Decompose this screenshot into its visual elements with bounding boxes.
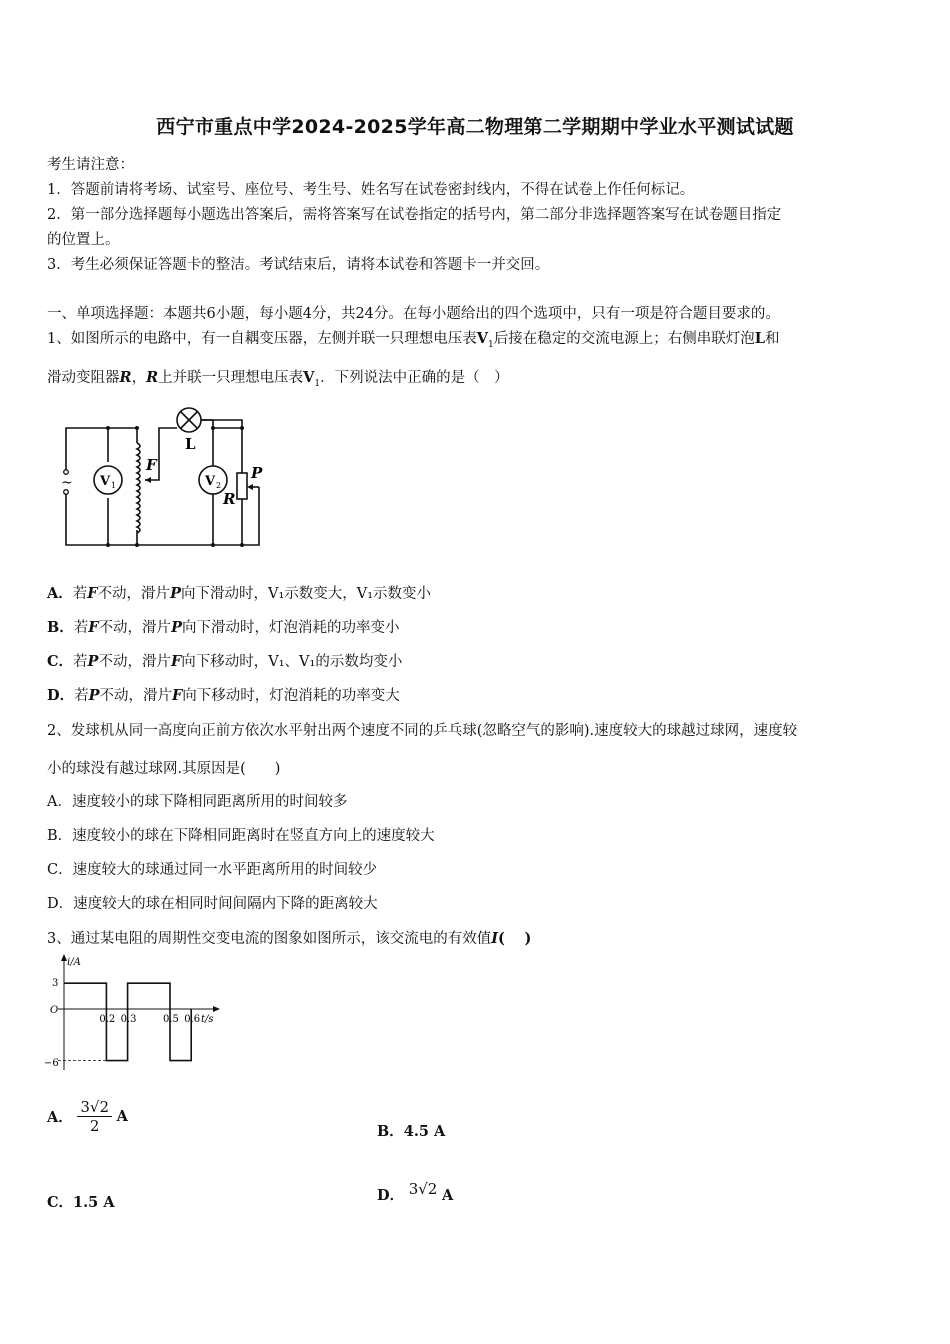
option-text: 向下移动时，V₁、V₁的示数均变小	[181, 654, 403, 670]
option-label: B．	[47, 619, 74, 636]
q1-stem-line1	[47, 327, 779, 350]
ac-source-symbol: ~	[61, 475, 73, 491]
q3-option-b	[377, 1120, 445, 1141]
option-text: 不动，滑片	[98, 654, 171, 670]
q2-option-a: A．速度较小的球下降相同距离所用的时间较多	[47, 794, 348, 810]
option-label: B．	[377, 1123, 404, 1140]
option-text: 向下滑动时，灯泡消耗的功率变小	[181, 620, 400, 636]
option-text: 若	[74, 688, 89, 704]
q1-option-c	[47, 650, 402, 671]
option-text: 4.5 A	[403, 1123, 446, 1140]
option-label: C．	[47, 653, 74, 670]
q1-v-sub: 1	[314, 378, 321, 389]
tap-F-label: F	[146, 456, 157, 474]
option-var: P	[88, 687, 100, 704]
page-title: 西宁市重点中学2024-2025学年高二物理第二学期期中学业水平测试试题	[156, 116, 794, 138]
notice-item-2-cont: 的位置上。	[47, 232, 120, 248]
q3-text: ( )	[498, 930, 532, 947]
q1-text: ．下列说法中正确的是（ ）	[320, 370, 509, 386]
notice-item-3: 3．考生必须保证答题卡的整洁。考试结束后，请将本试卷和答题卡一并交回。	[47, 257, 550, 273]
slider-P-label: P	[251, 464, 263, 482]
voltmeter-v2-label: V	[205, 474, 216, 489]
fraction-numerator: 3√2	[77, 1098, 112, 1117]
x-tick-label: 0.2	[99, 1014, 116, 1025]
option-text: 向下滑动时，V₁示数变大，V₁示数变小	[180, 586, 432, 602]
x-axis-label: t/s	[201, 1014, 214, 1025]
q3-current-graph	[40, 952, 225, 1077]
q1-v-sub: 1	[488, 339, 494, 350]
q3-text: 3、通过某电阻的周期性交变电流的图象如图所示，该交流电的有效值	[47, 931, 492, 947]
option-var: F	[87, 585, 98, 602]
q2-stem-line1: 2、发球机从同一高度向正前方依次水平射出两个速度不同的乒乓球(忽略空气的影响).速度较大的球越过球网，速度较	[47, 723, 798, 739]
origin-label: O	[50, 1005, 59, 1016]
q3-option-d	[377, 1180, 453, 1205]
option-label: A．	[47, 1109, 73, 1126]
q1-option-a	[47, 582, 431, 603]
option-label: A．	[47, 585, 73, 602]
q1-v: V	[303, 369, 315, 386]
q1-L: L	[754, 330, 765, 347]
q2-option-d: D．速度较大的球在相同时间间隔内下降的距离较大	[47, 896, 378, 912]
notice-item-1: 1．答题前请将考场、试室号、座位号、考生号、姓名写在试卷密封线内，不得在试卷上作任何标记。	[47, 182, 695, 198]
q1-text: 1、如图所示的电路中，有一自耦变压器，左侧并联一只理想电压表	[47, 331, 477, 347]
option-text: 若	[72, 586, 88, 602]
q1-option-d	[47, 684, 400, 705]
notice-item-2: 2．第一部分选择题每小题选出答案后，需将答案写在试卷指定的括号内，第二部分非选择题答案写在试卷题目指定	[47, 207, 782, 223]
option-text: 向下移动时，灯泡消耗的功率变大	[182, 688, 400, 704]
q3-I: I	[491, 930, 499, 947]
voltmeter-v2-sub: 2	[216, 481, 222, 490]
fraction	[77, 1098, 112, 1135]
q2-stem-line2: 小的球没有越过球网.其原因是( )	[47, 761, 281, 777]
q1-text: 后接在稳定的交流电源上；右侧串联灯泡	[493, 331, 755, 347]
option-value: 3√2	[408, 1180, 438, 1198]
option-var: F	[171, 687, 183, 704]
q3-stem	[47, 927, 531, 948]
resistor-R-label: R	[223, 490, 236, 508]
q1-text: 上并联一只理想电压表	[158, 370, 304, 386]
fraction-denominator: 2	[89, 1117, 100, 1135]
option-label: D．	[377, 1187, 405, 1204]
q1-option-b	[47, 616, 399, 637]
option-text: 不动，滑片	[99, 688, 172, 704]
q1-R: R	[146, 369, 159, 386]
q1-v: V	[476, 330, 488, 347]
q3-option-c	[47, 1191, 115, 1212]
q2-option-c: C．速度较大的球通过同一水平距离所用的时间较少	[47, 862, 378, 878]
q1-text: ，	[131, 370, 147, 386]
option-var: F	[88, 619, 99, 636]
option-var: P	[87, 653, 99, 670]
section-heading: 一、单项选择题：本题共6小题，每小题4分，共24分。在每小题给出的四个选项中，只有一项是符合题目要求的。	[47, 306, 780, 322]
y-axis-label: i/A	[67, 957, 81, 968]
option-text: 不动，滑片	[98, 620, 172, 636]
option-unit: A	[441, 1187, 454, 1204]
option-label: D．	[47, 687, 75, 704]
option-unit: A	[116, 1108, 128, 1125]
lamp-L-label: L	[185, 435, 196, 453]
q1-text: 和	[764, 331, 780, 347]
q1-text: 滑动变阻器	[47, 370, 120, 386]
y-tick-label: −6	[44, 1058, 59, 1069]
option-text: 不动，滑片	[97, 586, 171, 602]
option-text: 若	[73, 654, 88, 670]
option-var: P	[170, 585, 181, 602]
q1-R: R	[119, 369, 132, 386]
x-tick-label: 0.3	[120, 1014, 137, 1025]
q1-circuit-diagram	[55, 400, 275, 555]
voltmeter-v1-label: V	[100, 474, 111, 489]
option-var: P	[171, 619, 182, 636]
option-var: F	[170, 653, 182, 670]
option-text: 若	[73, 620, 89, 636]
y-tick-label: 3	[52, 978, 59, 989]
x-tick-label: 0.6	[184, 1014, 201, 1025]
notice-heading: 考生请注意：	[47, 157, 134, 173]
q2-option-b: B．速度较小的球在下降相同距离时在竖直方向上的速度较大	[47, 828, 435, 844]
option-label: C．	[47, 1194, 74, 1211]
q3-option-a	[47, 1098, 128, 1135]
x-tick-label: 0.5	[163, 1014, 179, 1025]
option-text: 1.5 A	[73, 1194, 115, 1211]
voltmeter-v1-sub: 1	[111, 481, 117, 490]
q1-stem-line2	[47, 366, 509, 389]
